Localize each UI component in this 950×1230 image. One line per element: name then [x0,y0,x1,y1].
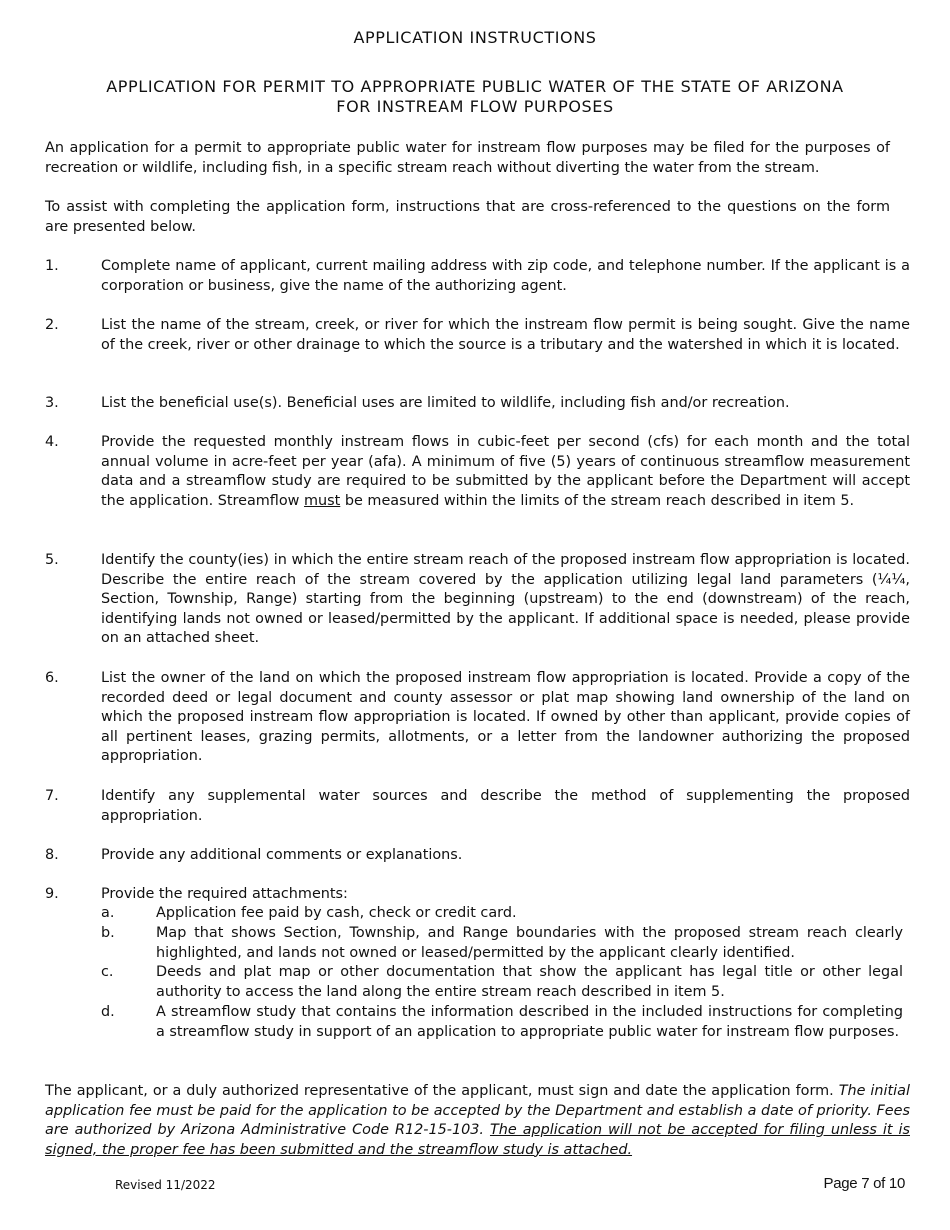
item-number: 6. [45,670,59,686]
item-number: 1. [45,258,59,274]
instruction-item-1 [45,257,910,296]
item-text: Provide the requested monthly instream flows in cubic-feet per second (cfs) for each month and the total annual volume in acre-feet per year (afa). A minimum of five (5) years of continuous streamflow measurement data and a streamflow study are required to be submitted by the applicant before the Department will accept the application. Streamflow must be measured within the limits of the stream reach described in item 5. [101,434,910,509]
instruction-item-2 [45,316,910,355]
page-number: Page 7 of 10 [823,1175,905,1192]
item-text: List the owner of the land on which the proposed instream flow appropriation is located. Provide a copy of the recorded deed or legal document and county assessor or plat map showing land ownership of the land on which the proposed instream flow appropriation is located. If owned by other than applicant, provide copies of all pertinent leases, grazing permits, allotments, or a letter from the landowner authorizing the proposed appropriation. [101,670,910,764]
intro-paragraph-2: To assist with completing the application form, instructions that are cross-referenced to the questions on the form are presented below. [45,199,890,235]
instruction-item-6 [45,669,910,767]
attachment-text: A streamflow study that contains the information described in the included instructions for completing a streamflow study in support of an application to appropriate public water for instream flow purposes. [156,1004,903,1040]
attachment-item-d [101,1003,903,1042]
item-number: 3. [45,395,59,411]
attachment-text: Map that shows Section, Township, and Range boundaries with the proposed stream reach clearly highlighted, and lands not owned or leased/permitted by the applicant clearly identified. [156,925,903,961]
instruction-item-8 [45,846,910,866]
attachment-item-c [101,963,903,1002]
intro-paragraph-1: An application for a permit to appropriate public water for instream flow purposes may be filed for the purposes of recreation or wildlife, including fish, in a specific stream reach without diverting the water from the stream. [45,140,890,176]
item-text: Identify the county(ies) in which the entire stream reach of the proposed instream flow appropriation is located. Describe the entire reach of the stream covered by the application utilizing legal land parameters (¼¼, Section, Township, Range) starting from the beginning (upstream) to the end (downstream) of the reach, identifying lands not owned or leased/permitted by the applicant. If additional space is needed, please provide on an attached sheet. [101,552,910,646]
closing-plain-text: The applicant, or a duly authorized representative of the applicant, must sign and date the application form. [45,1083,839,1099]
item-number: 2. [45,317,59,333]
revision-date: Revised 11/2022 [115,1178,216,1192]
instruction-item-7 [45,787,910,826]
item-text: List the beneficial use(s). Beneficial uses are limited to wildlife, including fish and/or recreation. [101,395,790,411]
attachment-letter: d. [101,1004,115,1020]
instruction-item-4 [45,433,910,511]
attachment-item-b [101,924,903,963]
item-text: Provide any additional comments or explanations. [101,847,463,863]
page-title: APPLICATION INSTRUCTIONS [353,28,597,47]
closing-italic-underlined-text: The application will not be accepted for filing unless it is signed, the proper fee has been submitted and the streamflow study is attached. [45,1122,910,1158]
subtitle-line-2: FOR INSTREAM FLOW PURPOSES [336,97,614,116]
item-text: List the name of the stream, creek, or river for which the instream flow permit is being sought. Give the name of the creek, river or other drainage to which the source is a tributary and the watershed in which it is located. [101,317,910,353]
item-text: Complete name of applicant, current mailing address with zip code, and telephone number. If the applicant is a corporation or business, give the name of the authorizing agent. [101,258,910,294]
item-number: 4. [45,434,59,450]
attachment-letter: c. [101,964,114,980]
attachment-text: Deeds and plat map or other documentation that show the applicant has legal title or other legal authority to access the land along the entire stream reach described in item 5. [156,964,903,1000]
subtitle-line-1: APPLICATION FOR PERMIT TO APPROPRIATE PUBLIC WATER OF THE STATE OF ARIZONA [106,77,844,96]
instruction-item-5 [45,551,910,649]
item-number: 7. [45,788,59,804]
attachment-text: Application fee paid by cash, check or credit card. [156,905,517,921]
document-subtitle [40,77,910,117]
closing-italic-text: The initial application fee must be paid for the application to be accepted by the Department and establish a date of priority. Fees are authorized by Arizona Administrative Code R12-15-103. [45,1083,910,1138]
item-text: Identify any supplemental water sources and describe the method of supplementing the proposed appropriation. [101,788,910,824]
item-number: 8. [45,847,59,863]
item-number: 5. [45,552,59,568]
instruction-item-3 [45,394,910,414]
item-text: Provide the required attachments: [101,886,348,902]
attachment-item-a [101,904,903,924]
instruction-item-9 [45,885,910,905]
underlined-must: must [304,492,341,509]
closing-paragraph [45,1082,910,1160]
attachment-letter: a. [101,905,115,921]
item-number: 9. [45,886,59,902]
attachment-letter: b. [101,925,115,941]
